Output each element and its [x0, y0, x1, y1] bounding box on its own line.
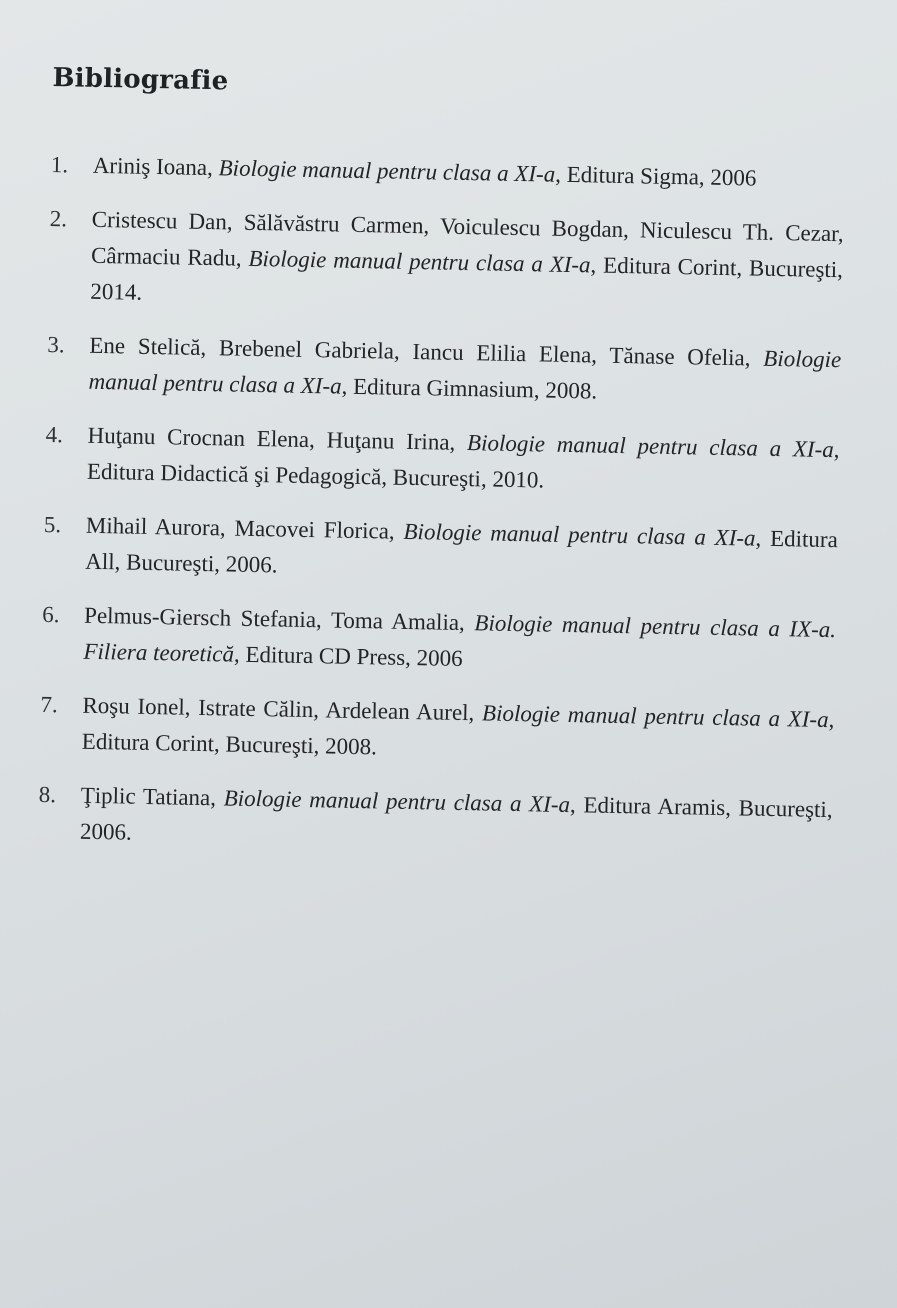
- page-title: Bibliografie: [52, 63, 229, 97]
- entry-details: , Editura Didactică şi Pedagogică, Bucureşti, 2010.: [86, 437, 840, 493]
- entry-book-title: Biologie manual pentru clasa a XI-a: [223, 785, 571, 818]
- entry-number: 8.: [38, 781, 57, 808]
- entry-details: , Editura CD Press, 2006: [233, 641, 463, 672]
- entry-authors: Ene Stelică, Brebenel Gabriela, Iancu Elilia Elena, Tănase Ofelia,: [89, 332, 764, 371]
- bibliography-entry: [50, 147, 848, 198]
- entry-book-title: Biologie manual pentru clasa a XI-a: [218, 155, 556, 187]
- bibliography-entry: [39, 687, 837, 774]
- entry-book-title: Biologie manual pentru clasa a XI-a: [88, 345, 842, 399]
- entry-details: , Editura Corint, Bucureşti, 2014.: [90, 252, 844, 305]
- entry-book-title: Biologie manual pentru clasa a XI-a: [466, 430, 835, 463]
- entry-book-title: Biologie manual pentru clasa a XI-a: [403, 518, 756, 551]
- entry-details: , Editura Aramis, Bucureşti, 2006.: [79, 792, 833, 845]
- entry-book-title: Biologie manual pentru clasa a IX-a. Filiera teoretică: [83, 610, 837, 667]
- entry-authors: Roşu Ionel, Istrate Călin, Ardelean Aurel,: [82, 692, 483, 726]
- entry-number: 3.: [47, 331, 65, 358]
- bibliography-entry: [45, 417, 843, 504]
- entry-number: 5.: [43, 511, 62, 538]
- entry-text: [80, 778, 833, 864]
- bibliography-entry: [46, 327, 844, 414]
- bibliography-entry: [48, 201, 847, 324]
- entry-number: 2.: [49, 205, 68, 232]
- bibliography-entry: [43, 507, 841, 594]
- entry-authors: Ariniş Ioana,: [92, 152, 219, 181]
- entry-authors: Mihail Aurora, Macovei Florica,: [85, 512, 404, 544]
- entry-details: , Editura All, Bucureşti, 2006.: [85, 525, 839, 578]
- entry-text: [87, 418, 840, 504]
- entry-text: [85, 508, 838, 594]
- entry-text: [81, 688, 834, 774]
- entry-details: , Editura Gimnasium, 2008.: [341, 373, 598, 404]
- entry-authors: Cristescu Dan, Sălăvăstru Carmen, Voiculescu Bogdan, Niculescu Th. Cezar, Cârmaciu Radu,: [90, 206, 844, 271]
- entry-authors: Pelmus-Giersch Stefania, Toma Amalia,: [83, 602, 475, 636]
- entry-number: 4.: [45, 421, 64, 448]
- entry-authors: Ţiplic Tatiana,: [80, 782, 224, 811]
- entry-text: [88, 328, 841, 414]
- entry-text: [83, 598, 836, 684]
- bibliography-entry: [41, 597, 839, 684]
- entry-details: , Editura Sigma, 2006: [555, 161, 757, 191]
- bibliography-entry: [38, 777, 836, 864]
- entry-text: [92, 148, 845, 198]
- entry-book-title: Biologie manual pentru clasa a XI-a: [481, 700, 829, 733]
- entry-text: [90, 202, 844, 324]
- entry-number: 1.: [50, 152, 69, 178]
- entry-number: 7.: [40, 691, 58, 718]
- entry-authors: Huţanu Crocnan Elena, Huţanu Irina,: [87, 422, 468, 456]
- bibliography-list: [38, 147, 848, 864]
- entry-details: , Editura Corint, Bucureşti, 2008.: [81, 707, 835, 760]
- entry-number: 6.: [41, 601, 60, 628]
- entry-book-title: Biologie manual pentru clasa a XI-a: [248, 245, 591, 278]
